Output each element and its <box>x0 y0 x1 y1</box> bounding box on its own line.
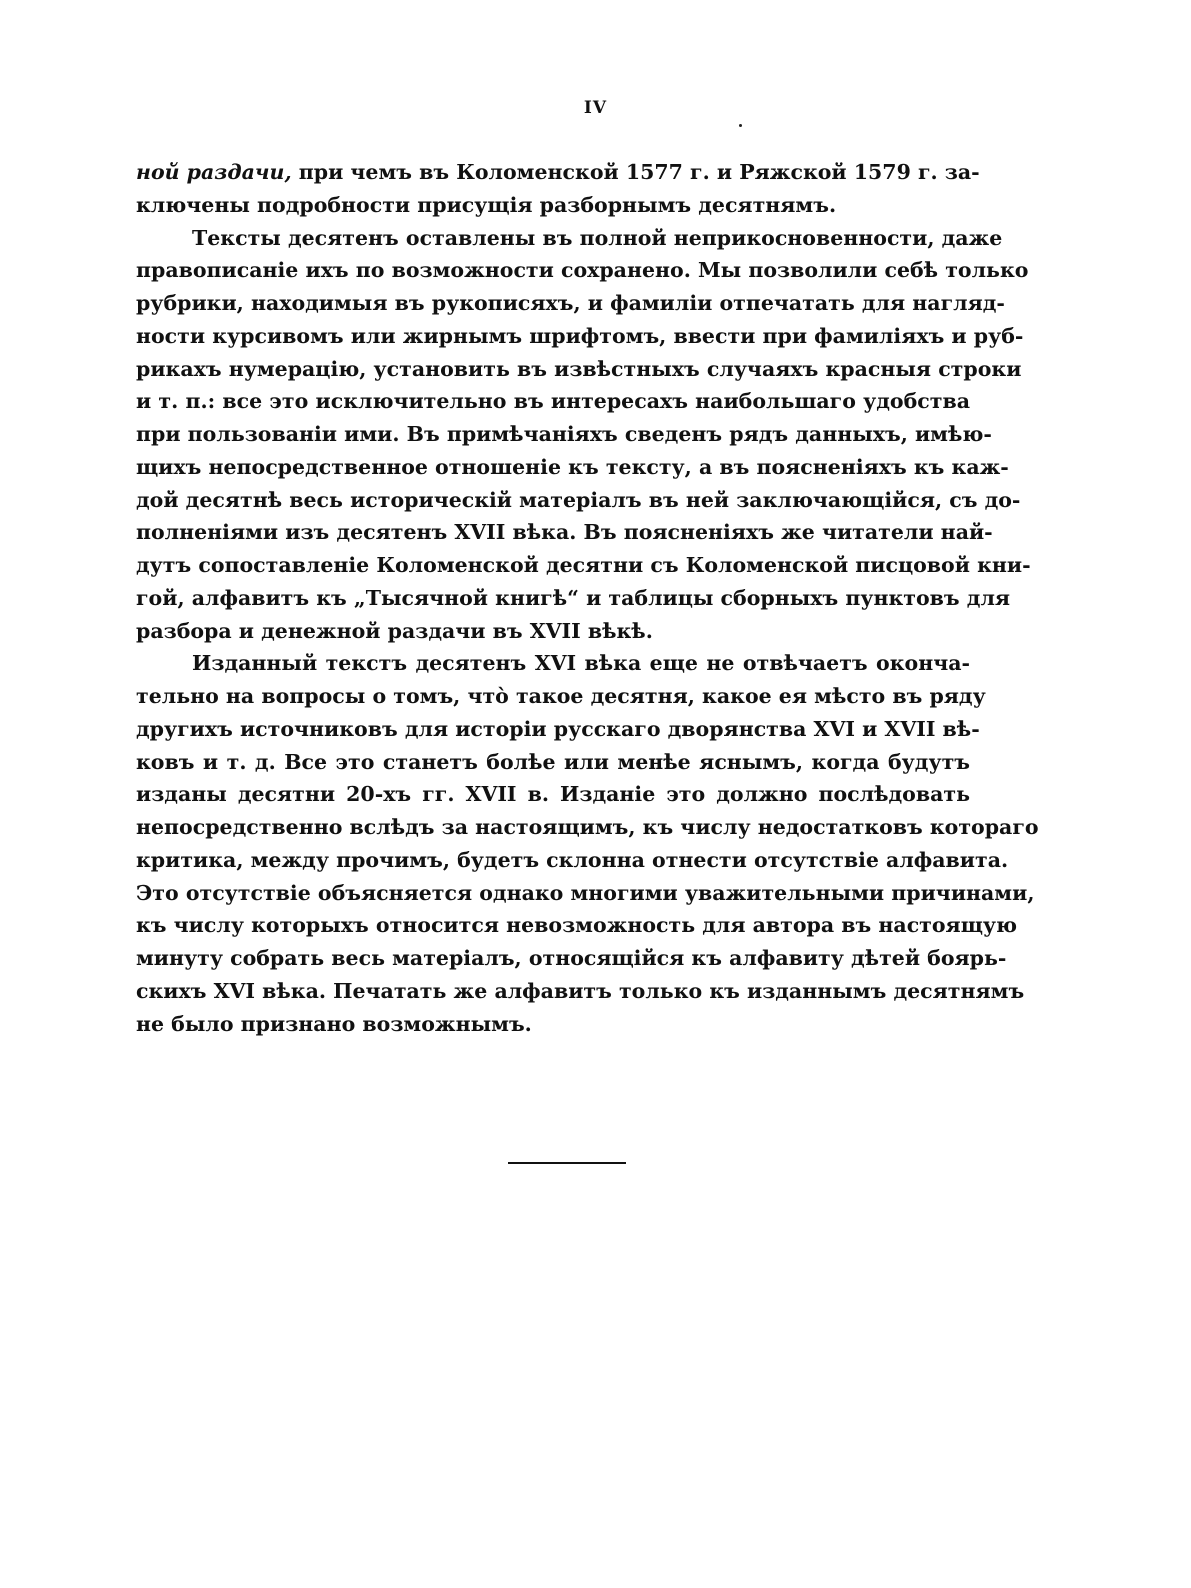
text-line: тельно на вопросы о томъ, что̀ такое десятня, какое ея мѣсто въ ряду <box>136 684 986 708</box>
text-line: полненіями изъ десятенъ XVII вѣка. Въ поясненіяхъ же читатели най- <box>136 520 993 545</box>
text-line: щихъ непосредственное отношеніе къ тексту, а въ поясненіяхъ къ каж- <box>136 454 1009 479</box>
text-line: Это отсутствіе объясняется однако многими уважительными причинами, <box>136 880 1035 905</box>
text-line: ной раздачи, при чемъ въ Коломенской 1577 г. и Ряжской 1579 г. за- <box>136 160 980 184</box>
text-line: ковъ и т. д. Все это станетъ болѣе или менѣе яснымъ, когда будутъ <box>136 749 970 774</box>
text-line: разбора и денежной раздачи въ XVII вѣкѣ. <box>136 618 653 643</box>
body-text <box>136 156 1039 1040</box>
text-line: при пользованіи ими. Въ примѣчаніяхъ сведенъ рядъ данныхъ, имѣю- <box>136 422 992 446</box>
text-line: рикахъ нумерацію, установить въ извѣстныхъ случаяхъ красныя строки <box>136 356 1022 381</box>
page-number: IV <box>583 98 608 118</box>
end-rule <box>508 1162 626 1164</box>
text-line: къ числу которыхъ относится невозможность для автора въ настоящую <box>136 913 1018 938</box>
text-line: другихъ источниковъ для исторіи русскаго дворянства XVI и XVII вѣ- <box>136 716 980 741</box>
print-speck <box>739 124 742 127</box>
paragraph-start-line: Тексты десятенъ оставлены въ полной неприкосновенности, даже <box>192 225 1003 250</box>
text-line: правописаніе ихъ по возможности сохранено. Мы позволили себѣ только <box>136 258 1029 283</box>
text-line: ключены подробности присущія разборнымъ десятнямъ. <box>136 192 837 217</box>
text-line: ности курсивомъ или жирнымъ шрифтомъ, ввести при фамиліяхъ и руб- <box>136 323 1024 348</box>
text-line: рубрики, находимыя въ рукописяхъ, и фамиліи отпечатать для нагляд- <box>136 291 1005 315</box>
text-line: дутъ сопоставленіе Коломенской десятни съ Коломенской писцовой кни- <box>136 553 1031 577</box>
italic-phrase: ной раздачи, <box>136 160 292 184</box>
text-line: скихъ XVI вѣка. Печатать же алфавитъ только къ изданнымъ десятнямъ <box>136 978 1025 1003</box>
text-line: дой десятнѣ весь историческій матеріалъ въ ней заключающійся, съ до- <box>136 487 1021 512</box>
text-line: критика, между прочимъ, будетъ склонна отнести отсутствіе алфавита. <box>136 847 1009 872</box>
text-line: изданы десятни 20-хъ гг. XVII в. Изданіе это должно послѣдовать <box>136 782 970 807</box>
text-line: гой, алфавитъ къ „Тысячной книгѣ“ и таблицы сборныхъ пунктовъ для <box>136 585 1011 610</box>
text-line: и т. п.: все это исключительно въ интересахъ наибольшаго удобства <box>136 389 970 414</box>
text-line: непосредственно вслѣдъ за настоящимъ, къ числу недостатковъ котораго <box>136 815 1039 839</box>
paragraph-start-line: Изданный текстъ десятенъ XVI вѣка еще не отвѣчаетъ оконча- <box>192 651 970 676</box>
text-line: не было признано возможнымъ. <box>136 1011 532 1036</box>
text-line: минуту собрать весь матеріалъ, относящійся къ алфавиту дѣтей боярь- <box>136 946 1007 970</box>
